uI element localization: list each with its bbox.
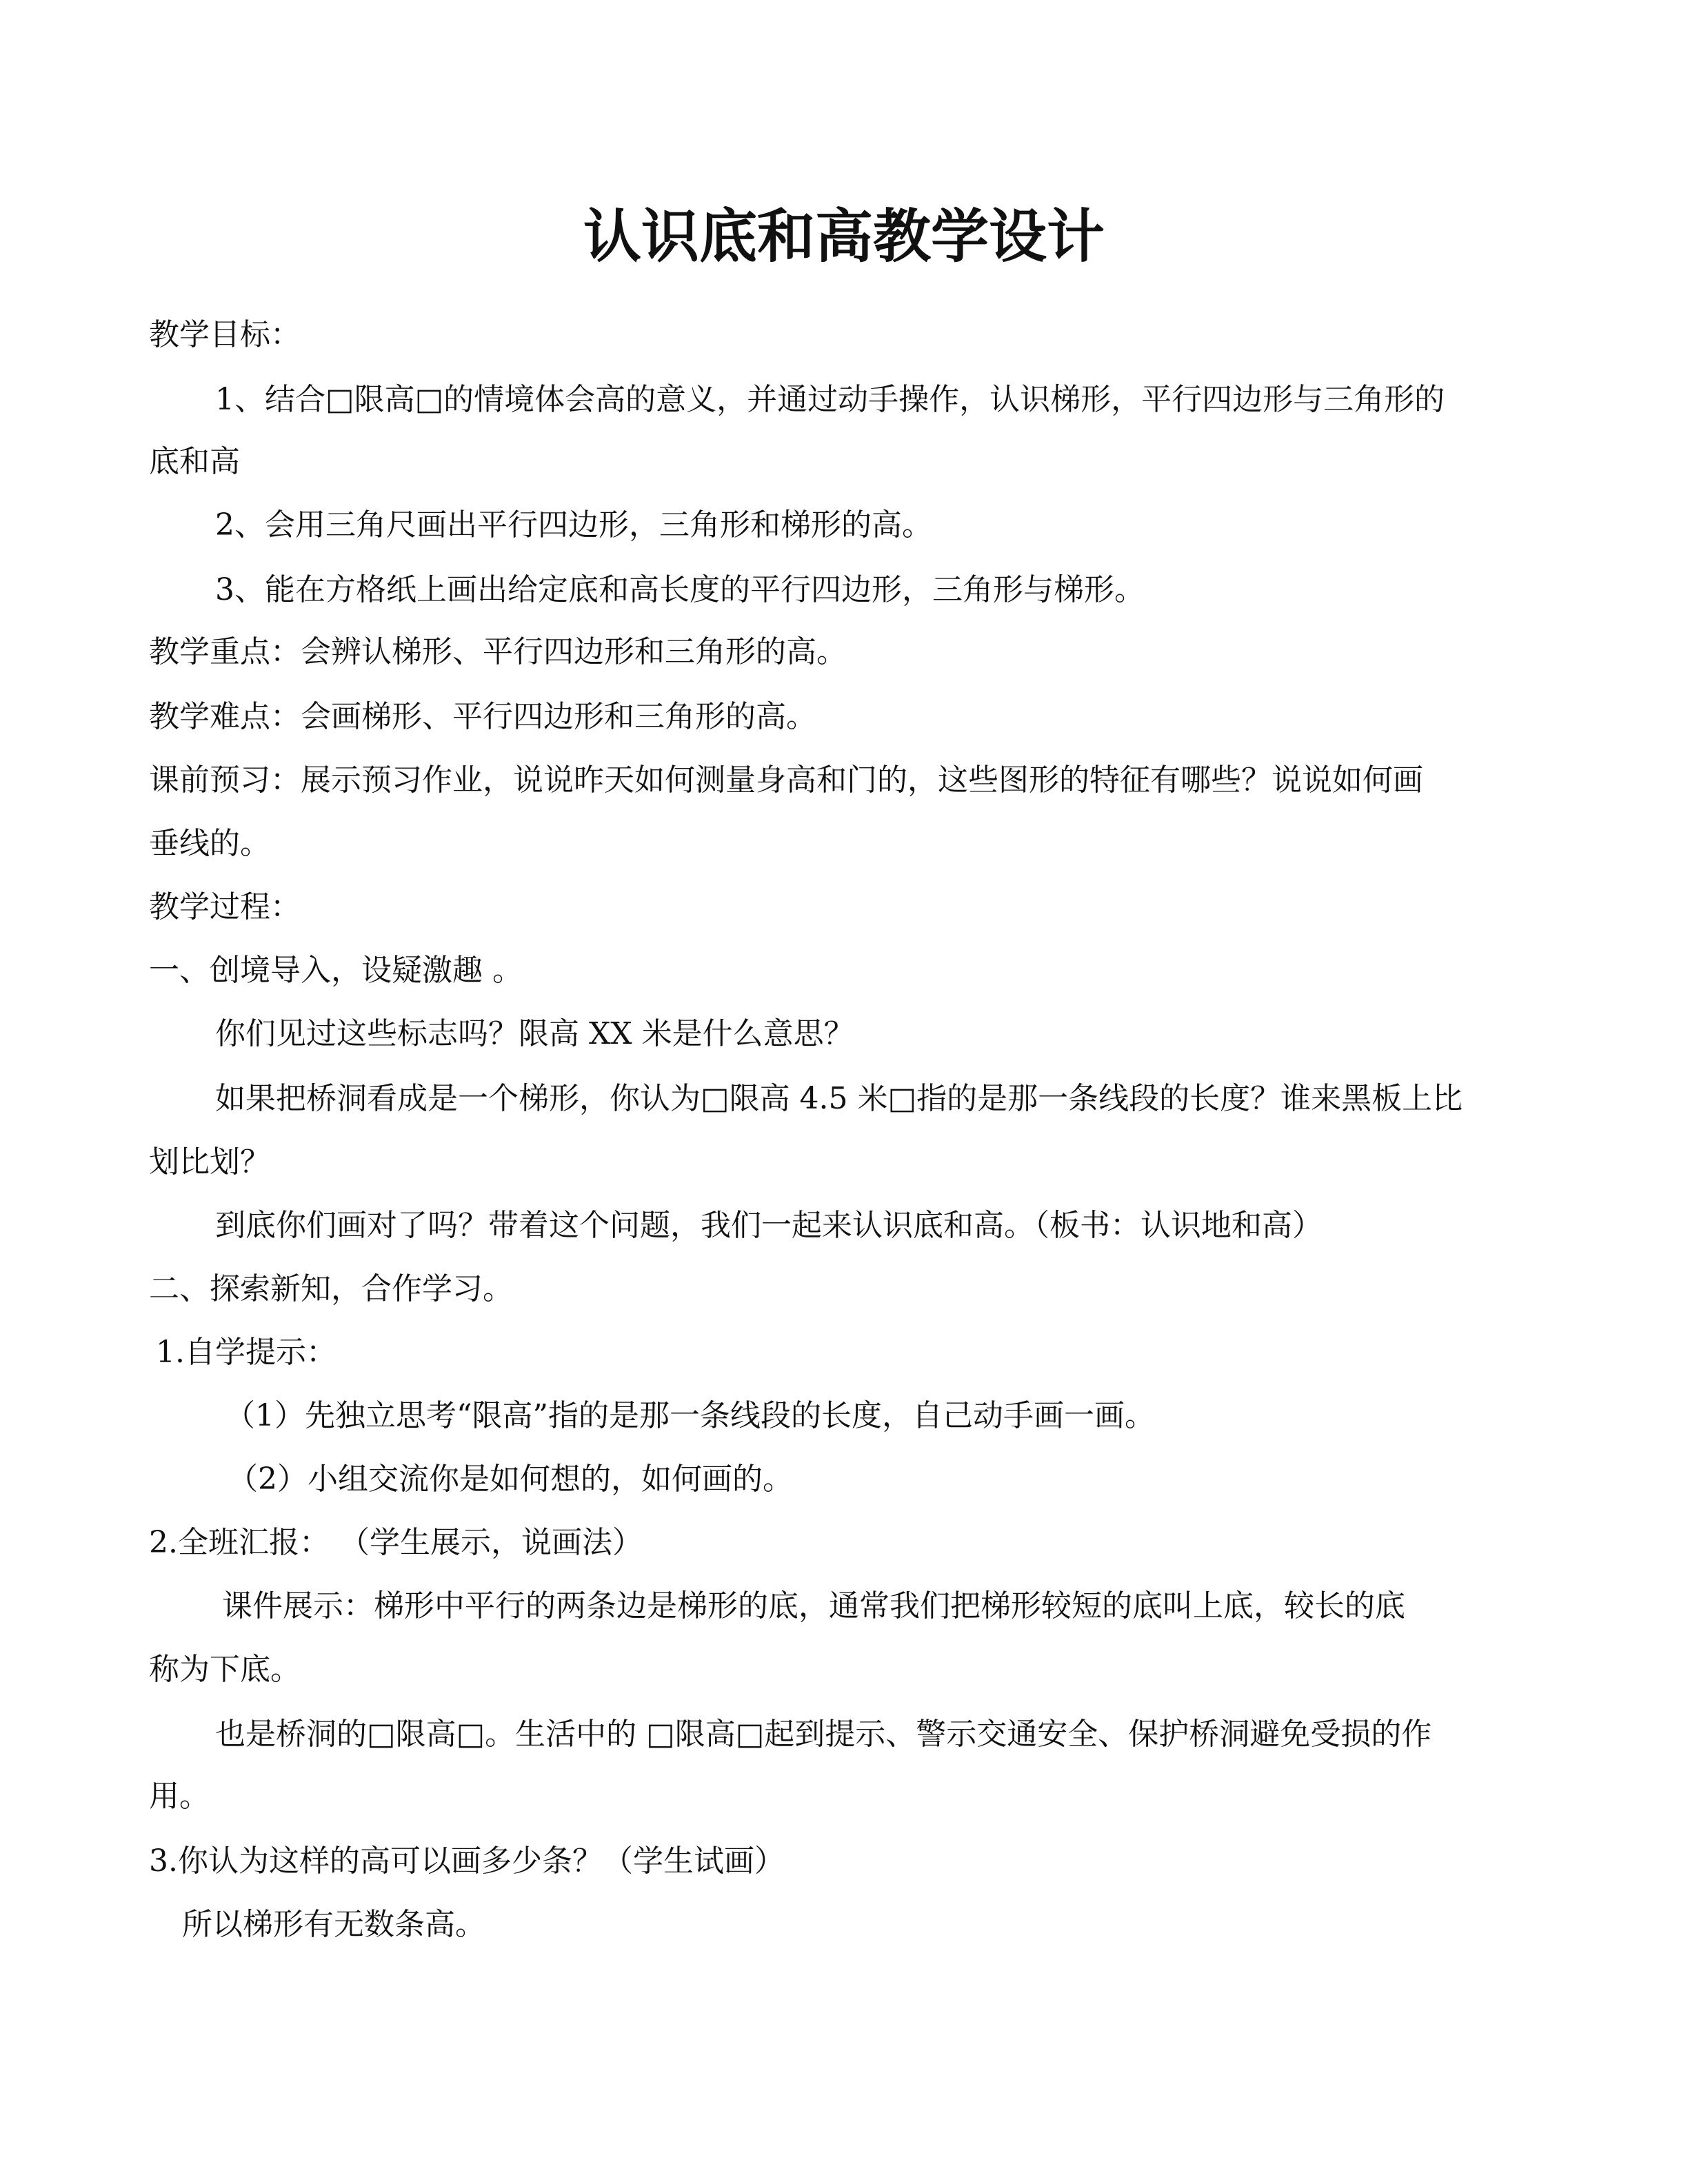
list-item: （1）先独立思考“限高”指的是那一条线段的长度，自己动手画一画。 [225, 1398, 1155, 1433]
subheading: 3.你认为这样的高可以画多少条？（学生试画） [149, 1843, 785, 1879]
paragraph-line: 你们见过这些标志吗？限高 XX 米是什么意思？ [215, 1016, 854, 1051]
paragraph-line: 垂线的。 [149, 826, 270, 861]
paragraph-line: 到底你们画对了吗？带着这个问题，我们一起来认识底和高。（板书：认识地和高） [215, 1208, 1323, 1243]
subheading: 2.全班汇报： （学生展示，说画法） [149, 1525, 643, 1560]
paragraph-line: 教学重点：会辨认梯形、平行四边形和三角形的高。 [149, 634, 847, 669]
paragraph-line: 划比划？ [149, 1144, 270, 1180]
list-item: （2）小组交流你是如何想的，如何画的。 [228, 1462, 793, 1497]
section-heading: 一、创境导入，设疑激趣 。 [149, 953, 523, 988]
subheading: 1.自学提示： [156, 1335, 336, 1370]
section-heading: 二、探索新知，合作学习。 [149, 1271, 513, 1306]
paragraph-line: 称为下底。 [149, 1652, 301, 1687]
paragraph-line: 教学难点：会画梯形、平行四边形和三角形的高。 [149, 699, 816, 734]
paragraph-line: 如果把桥洞看成是一个梯形，你认为□限高 4.5 米□指的是那一条线段的长度？谁来黑板上比 [215, 1081, 1463, 1116]
paragraph-line: 1、结合□限高□的情境体会高的意义，并通过动手操作，认识梯形，平行四边形与三角形的 [215, 382, 1445, 417]
paragraph-line: 课前预习：展示预习作业，说说昨天如何测量身高和门的，这些图形的特征有哪些？说说如何画 [149, 762, 1423, 798]
document-title: 认识底和高教学设计 [583, 203, 1105, 270]
paragraph-line: 也是桥洞的□限高□。生活中的 □限高□起到提示、警示交通安全、保护桥洞避免受损的作 [215, 1717, 1432, 1752]
section-heading-objectives: 教学目标： [149, 317, 301, 352]
paragraph-line: 课件展示：梯形中平行的两条边是梯形的底，通常我们把梯形较短的底叫上底，较长的底 [222, 1588, 1405, 1624]
paragraph-line: 用。 [149, 1779, 210, 1814]
paragraph-line: 2、会用三角尺画出平行四边形，三角形和梯形的高。 [215, 507, 932, 543]
paragraph-line: 底和高 [149, 444, 240, 479]
section-heading-process: 教学过程： [149, 889, 301, 924]
paragraph-line: 3、能在方格纸上画出给定底和高长度的平行四边形，三角形与梯形。 [215, 572, 1145, 607]
paragraph-line: 所以梯形有无数条高。 [182, 1907, 485, 1942]
